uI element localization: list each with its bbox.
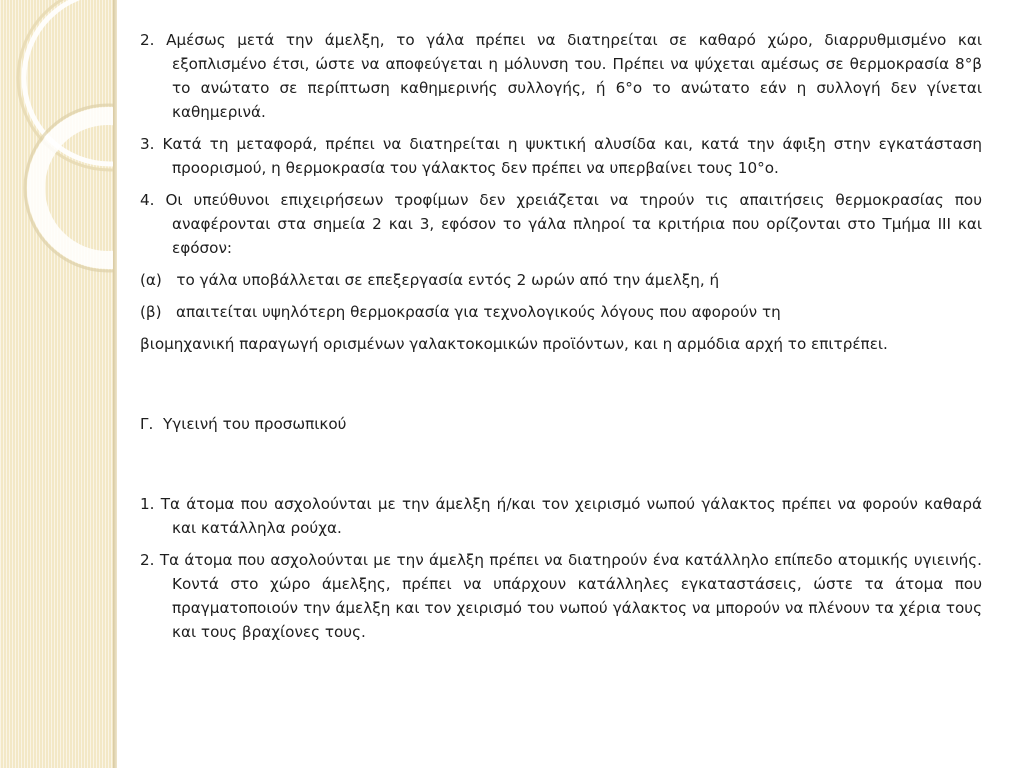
personnel-paragraph-2: 2. Τα άτομα που ασχολούνται με την άμελξη πρέπει να διατηρούν ένα κατάλληλο επίπεδο ατομικής υγιεινής. Κοντά στο χώρο άμελξης, πρέπει να υπάρχουν κατάλληλες εγκαταστάσεις, ώστε τα άτομα που πραγματοποιούν την άμελξη και τον χειρισμό του νωπού γάλακτος να μπορούν να πλένουν τα χέρια τους και τους βραχίονες τους.: [140, 551, 982, 641]
side-panel-edge: [113, 0, 117, 768]
paragraph-2: 2. Αμέσως μετά την άμελξη, το γάλα πρέπει να διατηρείται σε καθαρό χώρο, διαρρυθμισμένο και εξοπλισμένο έτσι, ώστε να αποφεύγεται η μόλυνση του. Πρέπει να ψύχεται αμέσως σε θερμοκρασία 8°β το ανώτατο σε περίπτωση καθημερινής συλλογής, ή 6°ο το ανώτατο εάν η συλλογή δεν γίνεται καθημερινά.: [140, 31, 982, 121]
sub-item-b: (β) απαιτείται υψηλότερη θερμοκρασία για τεχνολογικούς λόγους που αφορούν τη: [140, 303, 781, 321]
sub-item-b-continuation: βιομηχανική παραγωγή ορισμένων γαλακτοκομικών προϊόντων, και η αρμόδια αρχή το επιτρέπει.: [140, 335, 888, 353]
section-heading-personnel-hygiene: Γ. Υγιεινή του προσωπικού: [140, 415, 347, 433]
lower-ring: [36, 116, 113, 260]
personnel-paragraph-1: 1. Τα άτομα που ασχολούνται με την άμελξη ή/και τον χειρισμό νωπού γάλακτος πρέπει να φορούν καθαρά και κατάλληλα ρούχα.: [140, 495, 982, 537]
sub-item-a: (α) το γάλα υποβάλλεται σε επεξεργασία εντός 2 ωρών από την άμελξη, ή: [140, 271, 720, 289]
document-body: [140, 28, 982, 652]
decorative-rings: [0, 0, 113, 768]
paragraph-3: 3. Κατά τη μεταφορά, πρέπει να διατηρείται η ψυκτική αλυσίδα και, κατά την άφιξη στην εγκατάσταση προορισμού, η θερμοκρασία του γάλακτος δεν πρέπει να υπερβαίνει τους 10°ο.: [140, 135, 982, 177]
decorative-side-panel: [0, 0, 113, 768]
upper-ring: [24, 0, 113, 164]
paragraph-4: 4. Οι υπεύθυνοι επιχειρήσεων τροφίμων δεν χρειάζεται να τηρούν τις απαιτήσεις θερμοκρασίας που αναφέρονται στα σημεία 2 και 3, εφόσον το γάλα πληροί τα κριτήρια που ορίζονται στο Τμήμα III και εφόσον:: [140, 191, 982, 257]
upper-ring-shadow: [18, 0, 113, 170]
